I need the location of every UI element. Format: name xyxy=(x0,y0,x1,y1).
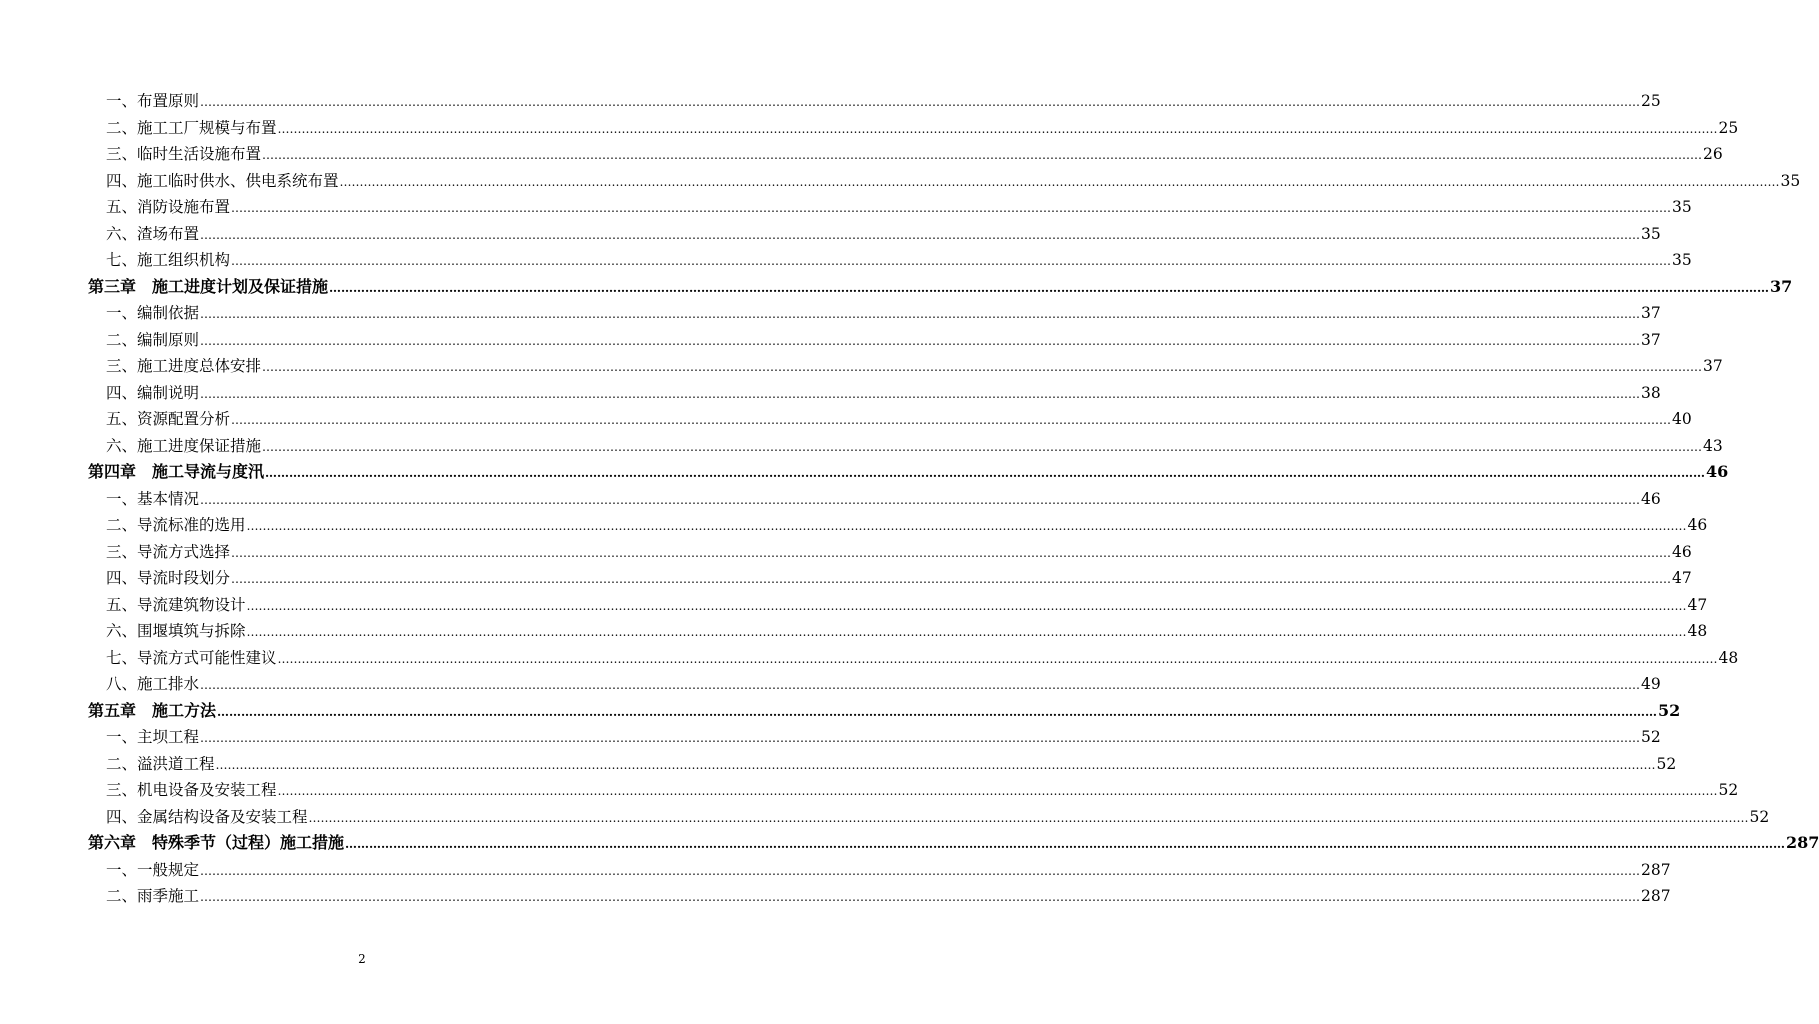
toc-entry-title: 五、消防设施布置 xyxy=(106,198,231,216)
toc-section-entry xyxy=(88,168,1801,195)
toc-section-entry xyxy=(88,751,1677,778)
toc-chapter-entry xyxy=(88,698,1681,725)
dot-leader: ……………………………………………………………………………………………………………………………………………………………………………………………………………………………………………………………………………………………………………………………… xyxy=(277,784,1718,798)
table-of-contents xyxy=(88,88,1819,910)
dot-leader: ……………………………………………………………………………………………………………………………………………………………………………………………………………………………………………………………………………………………………………………………… xyxy=(231,413,1672,427)
toc-entry-title: 四、编制说明 xyxy=(106,383,200,402)
dot-leader: ……………………………………………………………………………………………………………………………………………………………………………………………………………………………………………………………………………………………………………………………… xyxy=(277,651,1718,666)
toc-section-entry xyxy=(88,565,1692,592)
toc-entry-title: 二、导流标准的选用 xyxy=(106,516,246,534)
toc-section-entry xyxy=(88,380,1661,407)
dot-leader: ……………………………………………………………………………………………………………………………………………………………………………………………………………………………………………………………………………………………………………………………… xyxy=(200,890,1641,904)
dot-leader: ……………………………………………………………………………………………………………………………………………………………………………………………………………………………………………………………………………………………………………………………… xyxy=(200,492,1641,507)
dot-leader: ……………………………………………………………………………………………………………………………………………………………………………………………………………………………………………………………………………………………………………………………… xyxy=(246,519,1687,533)
toc-section-entry xyxy=(88,115,1739,142)
toc-entry-title: 四、导流时段划分 xyxy=(106,569,231,587)
toc-entry-title: 三、施工进度总体安排 xyxy=(106,357,262,375)
toc-entry-page-number: 25 xyxy=(1641,92,1661,110)
dot-leader: ……………………………………………………………………………………………………………………………………………………………………………………………………………………………………………………………………………………………………………………………… xyxy=(345,837,1786,851)
toc-entry-page-number: 52 xyxy=(1749,807,1770,826)
toc-entry-page-number: 35 xyxy=(1672,251,1692,269)
toc-entry-title: 六、围堰填筑与拆除 xyxy=(106,622,246,640)
toc-entry-title: 二、编制原则 xyxy=(106,330,200,349)
toc-chapter-entry xyxy=(88,830,1819,857)
dot-leader: ……………………………………………………………………………………………………………………………………………………………………………………………………………………………………………………………………………………………………………………………… xyxy=(231,201,1672,215)
toc-section-entry xyxy=(88,221,1661,248)
toc-section-entry xyxy=(88,857,1671,884)
toc-chapter-entry xyxy=(88,459,1729,486)
toc-entry-title: 三、临时生活设施布置 xyxy=(106,145,262,163)
toc-entry-title: 第三章 施工进度计划及保证措施 xyxy=(88,276,329,296)
dot-leader: ……………………………………………………………………………………………………………………………………………………………………………………………………………………………………………………………………………………………………………………………… xyxy=(262,439,1703,454)
toc-entry-title: 二、溢洪道工程 xyxy=(106,754,215,773)
toc-entry-page-number: 26 xyxy=(1703,145,1723,163)
toc-entry-title: 五、资源配置分析 xyxy=(106,410,231,428)
toc-entry-title: 四、施工临时供水、供电系统布置 xyxy=(106,171,339,190)
toc-section-entry xyxy=(88,804,1770,831)
toc-section-entry xyxy=(88,300,1661,327)
toc-entry-page-number: 48 xyxy=(1718,648,1739,667)
toc-entry-page-number: 52 xyxy=(1718,781,1739,799)
toc-entry-page-number: 35 xyxy=(1641,224,1661,243)
dot-leader: ……………………………………………………………………………………………………………………………………………………………………………………………………………………………………………………………………………………………………………………………… xyxy=(215,757,1656,772)
toc-entry-page-number: 35 xyxy=(1780,171,1801,190)
dot-leader: ……………………………………………………………………………………………………………………………………………………………………………………………………………………………………………………………………………………………………………………………… xyxy=(200,678,1641,692)
dot-leader: ……………………………………………………………………………………………………………………………………………………………………………………………………………………………………………………………………………………………………………………………… xyxy=(339,174,1780,189)
toc-section-entry xyxy=(88,724,1661,751)
toc-entry-page-number: 52 xyxy=(1658,700,1681,720)
toc-entry-page-number: 47 xyxy=(1672,569,1692,587)
dot-leader: ……………………………………………………………………………………………………………………………………………………………………………………………………………………………………………………………………………………………………………………………… xyxy=(262,148,1703,162)
toc-section-entry xyxy=(88,618,1708,645)
toc-entry-page-number: 48 xyxy=(1687,622,1708,640)
toc-section-entry xyxy=(88,486,1661,513)
dot-leader: ……………………………………………………………………………………………………………………………………………………………………………………………………………………………………………………………………………………………………………………………… xyxy=(231,545,1672,560)
toc-entry-title: 一、基本情况 xyxy=(106,489,200,508)
toc-entry-title: 五、导流建筑物设计 xyxy=(106,595,246,614)
dot-leader: ……………………………………………………………………………………………………………………………………………………………………………………………………………………………………………………………………………………………………………………………… xyxy=(265,466,1706,480)
toc-section-entry xyxy=(88,327,1661,354)
toc-entry-page-number: 287 xyxy=(1641,860,1671,879)
toc-entry-page-number: 37 xyxy=(1641,304,1661,322)
toc-entry-title: 二、雨季施工 xyxy=(106,887,200,905)
toc-entry-page-number: 287 xyxy=(1641,887,1671,905)
dot-leader: ……………………………………………………………………………………………………………………………………………………………………………………………………………………………………………………………………………………………………………………………… xyxy=(200,307,1641,321)
toc-entry-page-number: 46 xyxy=(1687,516,1708,534)
toc-section-entry xyxy=(88,539,1692,566)
toc-section-entry xyxy=(88,777,1739,804)
toc-section-entry xyxy=(88,141,1723,168)
toc-entry-page-number: 287 xyxy=(1786,833,1819,852)
dot-leader: ……………………………………………………………………………………………………………………………………………………………………………………………………………………………………………………………………………………………………………………………… xyxy=(217,704,1658,719)
toc-section-entry xyxy=(88,247,1692,274)
dot-leader: ……………………………………………………………………………………………………………………………………………………………………………………………………………………………………………………………………………………………………………………………… xyxy=(277,121,1718,136)
toc-entry-page-number: 52 xyxy=(1641,728,1661,746)
toc-entry-title: 三、导流方式选择 xyxy=(106,542,231,561)
toc-entry-title: 六、渣场布置 xyxy=(106,224,200,243)
toc-section-entry xyxy=(88,353,1723,380)
toc-section-entry xyxy=(88,194,1692,221)
dot-leader: ……………………………………………………………………………………………………………………………………………………………………………………………………………………………………………………………………………………………………………………………… xyxy=(231,254,1672,268)
dot-leader: ……………………………………………………………………………………………………………………………………………………………………………………………………………………………………………………………………………………………………………………………… xyxy=(262,360,1703,374)
toc-section-entry xyxy=(88,88,1661,115)
toc-entry-title: 八、施工排水 xyxy=(106,675,200,693)
toc-entry-title: 二、施工工厂规模与布置 xyxy=(106,118,277,137)
toc-entry-page-number: 46 xyxy=(1672,542,1692,561)
toc-section-entry xyxy=(88,512,1708,539)
toc-chapter-entry xyxy=(88,274,1793,301)
toc-entry-title: 六、施工进度保证措施 xyxy=(106,436,262,455)
toc-entry-title: 一、主坝工程 xyxy=(106,728,200,746)
toc-section-entry xyxy=(88,433,1723,460)
toc-section-entry xyxy=(88,645,1739,672)
page-number-footer: 2 xyxy=(358,952,366,966)
toc-entry-title: 七、导流方式可能性建议 xyxy=(106,648,277,667)
dot-leader: ……………………………………………………………………………………………………………………………………………………………………………………………………………………………………………………………………………………………………………………………… xyxy=(246,598,1687,613)
toc-entry-title: 一、布置原则 xyxy=(106,92,200,110)
dot-leader: ……………………………………………………………………………………………………………………………………………………………………………………………………………………………………………………………………………………………………………………………… xyxy=(246,625,1687,639)
dot-leader: ……………………………………………………………………………………………………………………………………………………………………………………………………………………………………………………………………………………………………………………………… xyxy=(329,280,1770,295)
toc-entry-page-number: 25 xyxy=(1718,118,1739,137)
dot-leader: ……………………………………………………………………………………………………………………………………………………………………………………………………………………………………………………………………………………………………………………………… xyxy=(200,333,1641,348)
toc-entry-page-number: 40 xyxy=(1672,410,1692,428)
toc-section-entry xyxy=(88,883,1671,910)
toc-entry-page-number: 37 xyxy=(1641,330,1661,349)
toc-section-entry xyxy=(88,671,1661,698)
toc-entry-page-number: 35 xyxy=(1672,198,1692,216)
dot-leader: ……………………………………………………………………………………………………………………………………………………………………………………………………………………………………………………………………………………………………………………………… xyxy=(200,227,1641,242)
dot-leader: ……………………………………………………………………………………………………………………………………………………………………………………………………………………………………………………………………………………………………………………………… xyxy=(200,386,1641,401)
toc-section-entry xyxy=(88,592,1708,619)
toc-entry-page-number: 37 xyxy=(1703,357,1723,375)
toc-entry-page-number: 47 xyxy=(1687,595,1708,614)
toc-entry-title: 第四章 施工导流与度汛 xyxy=(88,462,265,481)
toc-entry-title: 一、一般规定 xyxy=(106,860,200,879)
toc-entry-title: 一、编制依据 xyxy=(106,304,200,322)
toc-entry-title: 三、机电设备及安装工程 xyxy=(106,781,277,799)
toc-entry-title: 四、金属结构设备及安装工程 xyxy=(106,807,308,826)
toc-entry-title: 第六章 特殊季节（过程）施工措施 xyxy=(88,833,345,852)
dot-leader: ……………………………………………………………………………………………………………………………………………………………………………………………………………………………………………………………………………………………………………………………… xyxy=(200,731,1641,745)
toc-entry-page-number: 46 xyxy=(1706,462,1729,481)
toc-entry-page-number: 49 xyxy=(1641,675,1661,693)
toc-entry-title: 第五章 施工方法 xyxy=(88,700,217,720)
toc-entry-page-number: 38 xyxy=(1641,383,1661,402)
dot-leader: ……………………………………………………………………………………………………………………………………………………………………………………………………………………………………………………………………………………………………………………………… xyxy=(308,810,1749,825)
dot-leader: ……………………………………………………………………………………………………………………………………………………………………………………………………………………………………………………………………………………………………………………………… xyxy=(200,863,1641,878)
dot-leader: ……………………………………………………………………………………………………………………………………………………………………………………………………………………………………………………………………………………………………………………………… xyxy=(231,572,1672,586)
toc-entry-page-number: 43 xyxy=(1703,436,1723,455)
toc-entry-page-number: 37 xyxy=(1770,276,1793,296)
dot-leader: ……………………………………………………………………………………………………………………………………………………………………………………………………………………………………………………………………………………………………………………………… xyxy=(200,95,1641,109)
toc-entry-title: 七、施工组织机构 xyxy=(106,251,231,269)
toc-entry-page-number: 52 xyxy=(1656,754,1677,773)
toc-entry-page-number: 46 xyxy=(1641,489,1661,508)
toc-section-entry xyxy=(88,406,1692,433)
